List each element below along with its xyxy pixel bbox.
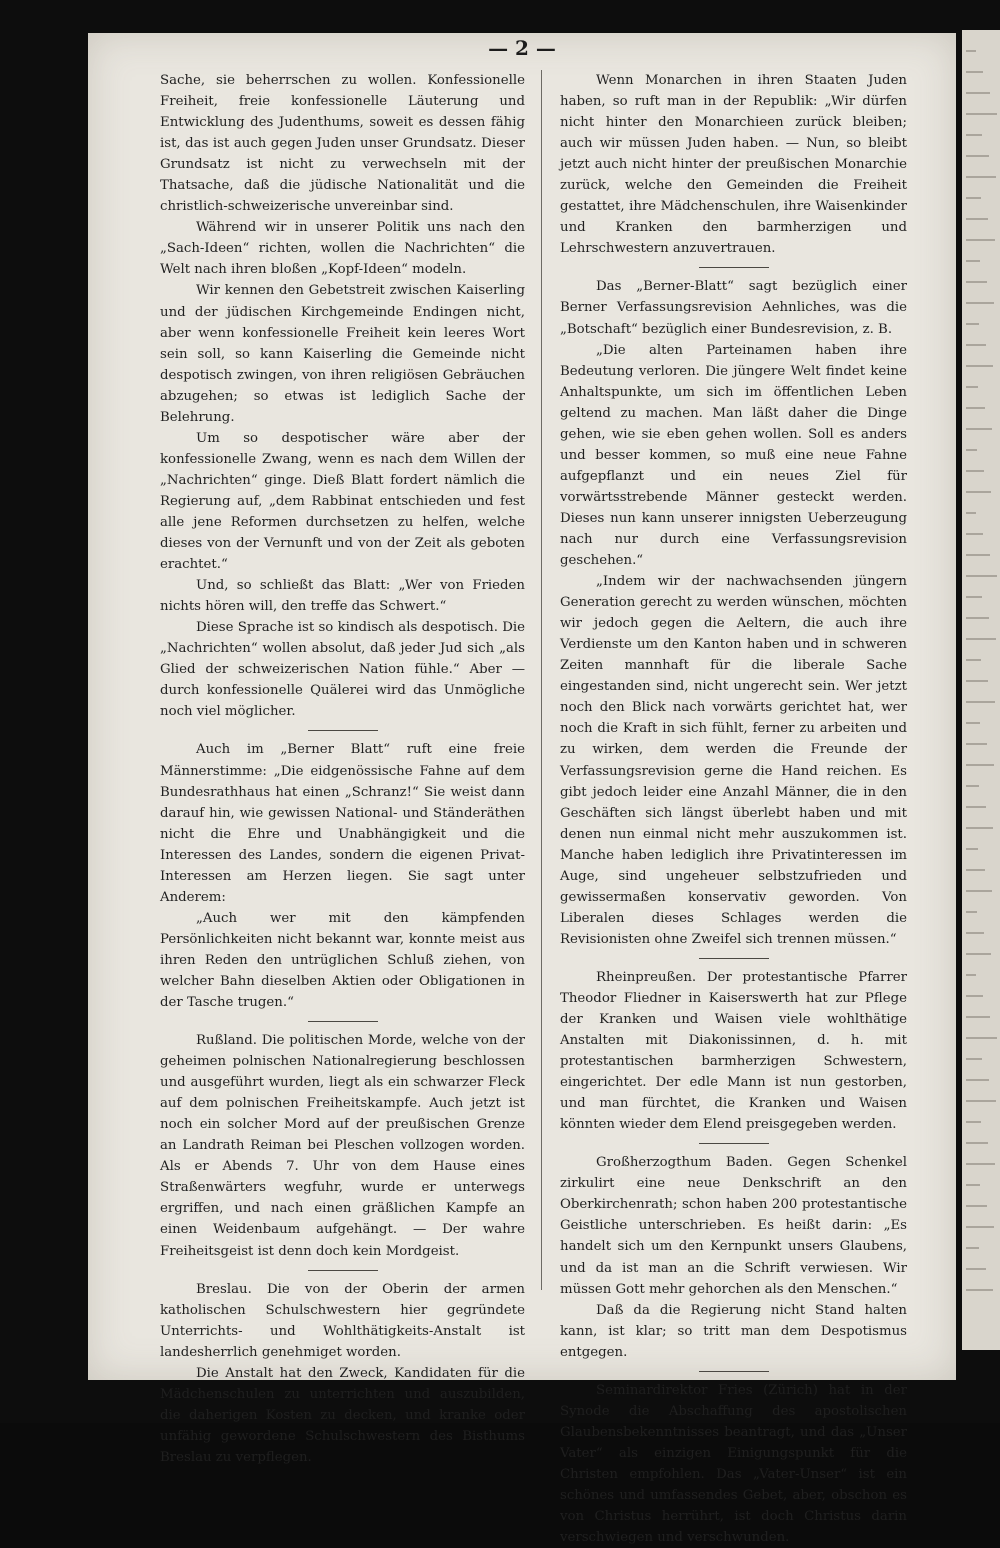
adjacent-text-line: [966, 239, 995, 241]
adjacent-text-line: [966, 134, 982, 136]
adjacent-text-line: [966, 491, 991, 493]
adjacent-text-line: [966, 1037, 997, 1039]
section-separator: [308, 730, 378, 731]
adjacent-text-line: [966, 1268, 986, 1270]
adjacent-text-line: [966, 554, 990, 556]
adjacent-text-line: [966, 1163, 995, 1165]
column-divider: [541, 70, 542, 1290]
adjacent-text-line: [966, 974, 976, 976]
adjacent-text-line: [966, 1058, 982, 1060]
adjacent-text-line: [966, 764, 994, 766]
adjacent-text-line: [966, 302, 994, 304]
adjacent-text-line: [966, 71, 983, 73]
adjacent-text-line: [966, 1184, 980, 1186]
adjacent-text-line: [966, 281, 987, 283]
page-number: — 2 —: [488, 36, 556, 60]
section-separator: [699, 958, 769, 959]
adjacent-text-line: [966, 1247, 979, 1249]
adjacent-text-line: [966, 596, 982, 598]
adjacent-text-line: [966, 533, 983, 535]
adjacent-text-line: [966, 1142, 988, 1144]
adjacent-text-line: [966, 50, 976, 52]
article-paragraph: Während wir in unserer Politik uns nach den „Sach-Ideen“ richten, wollen die Nachrichten“ die Welt nach ihren bloßen „Kopf-Ideen“ modeln.: [160, 220, 525, 278]
article-paragraph: Die Anstalt hat den Zweck, Kandidaten für die Mädchenschulen zu unterrichten und auszubilden, die daherigen Kosten zu decken, und kranke oder unfähig gewordene Schulschwestern des Bisthums Breslau zu verpflegen.: [160, 1365, 525, 1465]
article-paragraph: „Auch wer mit den kämpfenden Persönlichkeiten nicht bekannt war, konnte meist aus ihren Reden den untrüglichen Schluß ziehen, von welcher Bahn dieselben Aktien oder Obligationen in der Tasche trugen.“: [160, 910, 525, 1011]
article-paragraph: „Die alten Parteinamen haben ihre Bedeutung verloren. Die jüngere Welt findet keine Anhaltspunkte, um sich im öffentlichen Leben geltend zu machen. Man läßt daher die Dinge gehen, wie sie eben gehen wollen. Soll es anders und besser kommen, so muß eine neue Fahne aufgepflanzt und ein neues Ziel für vorwärtsstrebende Männer gesteckt werden. Dieses nun kann unserer innigsten Ueberzeugung nach nur durch eine Verfassungsrevision geschehen.“: [560, 342, 907, 569]
article-paragraph: Das „Berner-Blatt“ sagt bezüglich einer Berner Verfassungsrevision Aehnliches, was die „Botschaft“ bezüglich einer Bundesrevision, z. B.: [560, 279, 907, 337]
adjacent-text-line: [966, 1226, 994, 1228]
adjacent-text-line: [966, 890, 992, 892]
section-separator: [308, 1021, 378, 1022]
article-paragraph: Rußland. Die politischen Morde, welche von der geheimen polnischen Nationalregierung beschlossen und ausgeführt wurden, liegt als ein schwarzer Fleck auf dem polnischen Freiheitskampfe. Auch jetzt ist noch ein solcher Mord auf der preußischen Grenze an Landrath Reiman bei Pleschen vollzogen worden. Als er Abends 7. Uhr von dem Hause eines Straßenwärters wegfuhr, wurde er unterwegs ergriffen, und nach einen gräßlichen Kampfe an einen Weidenbaum aufgehängt. — Der wahre Freiheitsgeist ist denn doch kein Mordgeist.: [160, 1033, 525, 1259]
adjacent-text-line: [966, 659, 981, 661]
article-paragraph: „Indem wir der nachwachsenden jüngern Generation gerecht zu werden wünschen, möchten wir jedoch gegen die Aeltern, die auch ihre Verdienste um den Kanton haben und in schweren Zeiten mannhaft für die liberale Sache eingestanden sind, nicht ungerecht sein. Wer jetzt noch den Blick nach vorwärts gerichtet hat, wer noch die Kraft in sich fühlt, ferner zu arbeiten und zu wirken, dem werden die Freunde der Verfassungsrevision gerne die Hand reichen. Es gibt jedoch leider eine Anzahl Männer, die in den Geschäften sich längst überlebt haben und mit denen nun einmal nicht mehr auszukommen ist. Manche haben lediglich ihre Privatinteressen im Auge, sind ungeheuer selbstzufrieden und gewissermaßen konservativ geworden. Von Liberalen dieses Schlages werden die Revisionisten ohne Zweifel sich trennen müssen.“: [560, 574, 907, 947]
adjacent-text-line: [966, 92, 990, 94]
adjacent-text-line: [966, 701, 995, 703]
adjacent-text-line: [966, 176, 996, 178]
adjacent-text-line: [966, 911, 977, 913]
adjacent-text-line: [966, 386, 978, 388]
adjacent-text-line: [966, 113, 997, 115]
adjacent-text-line: [966, 575, 997, 577]
adjacent-text-line: [966, 743, 987, 745]
adjacent-text-line: [966, 1079, 989, 1081]
article-paragraph: Diese Sprache ist so kindisch als despotisch. Die „Nachrichten“ wollen absolut, daß jeder Jud sich „als Glied der schweizerischen Nation fühle.“ Aber — durch konfessionelle Quälerei wird das Unmögliche noch viel möglicher.: [160, 620, 525, 720]
adjacent-text-line: [966, 407, 985, 409]
adjacent-text-line: [966, 638, 996, 640]
section-separator: [699, 1143, 769, 1144]
adjacent-text-line: [966, 1205, 987, 1207]
article-paragraph: Seminardirektor Fries (Zürich) hat in der Synode die Abschaffung des apostolischen Glaubensbekenntnisses beantragt, und das „Unser Vater“ als einzigen Einigungspunkt für die Christen empfohlen. Das „Vater-Unser“ ist ein schönes und umfassendes Gebet, aber, obschon es von Christus herrührt, ist doch Christus darin verschwiegen und verschwunden.: [560, 1382, 907, 1546]
section-separator: [699, 1371, 769, 1372]
adjacent-text-line: [966, 932, 984, 934]
right-column: [560, 70, 907, 1548]
adjacent-text-line: [966, 869, 985, 871]
adjacent-text-line: [966, 722, 980, 724]
adjacent-text-line: [966, 827, 993, 829]
adjacent-text-line: [966, 365, 993, 367]
adjacent-text-line: [966, 806, 986, 808]
adjacent-text-line: [966, 344, 986, 346]
article-paragraph: Daß da die Regierung nicht Stand halten kann, ist klar; so tritt man dem Despotismus entgegen.: [560, 1302, 907, 1360]
adjacent-text-line: [966, 1121, 981, 1123]
article-paragraph: Und, so schließt das Blatt: „Wer von Frieden nichts hören will, den treffe das Schwert.“: [160, 578, 525, 615]
page-header: [88, 36, 956, 60]
adjacent-text-line: [966, 260, 980, 262]
adjacent-text-line: [966, 470, 984, 472]
article-paragraph: Breslau. Die von der Oberin der armen katholischen Schulschwestern hier gegründete Unterrichts- und Wohlthätigkeits-Anstalt ist landesherrlich genehmiget worden.: [160, 1281, 525, 1360]
adjacent-text-line: [966, 995, 983, 997]
adjacent-page-edge: [962, 30, 1000, 1350]
section-separator: [699, 267, 769, 268]
adjacent-page-text-lines: [962, 30, 1000, 1350]
adjacent-text-line: [966, 1289, 993, 1291]
article-paragraph: Großherzogthum Baden. Gegen Schenkel zirkulirt eine neue Denkschrift an den Oberkirchenrath; schon haben 200 protestantische Geistliche unterschrieben. Es heißt darin: „Es handelt sich um den Kernpunkt unsers Glaubens, und da ist man an die Schrift verwiesen. Wir müssen Gott mehr gehorchen als den Menschen.“: [560, 1155, 907, 1297]
adjacent-text-line: [966, 953, 991, 955]
article-paragraph: Auch im „Berner Blatt“ ruft eine freie Männerstimme: „Die eidgenössische Fahne auf dem Bundesrathhaus hat einen „Schranz!“ Sie weist dann darauf hin, wie gewissen National- und Ständeräthen nicht die Ehre und Unabhängigkeit und die Interessen des Landes, sondern die eigenen Privat-Interessen am Herzen liegen. Sie sagt unter Anderem:: [160, 742, 525, 905]
article-paragraph: Wir kennen den Gebetstreit zwischen Kaiserling und der jüdischen Kirchgemeinde Endingen nicht, aber wenn konfessionelle Freiheit kein leeres Wort sein soll, so kann Kaiserling die Gemeinde nicht despotisch zwingen, von ihren religiösen Gebräuchen abzugehen; so etwas ist lediglich Sache der Belehrung.: [160, 283, 525, 425]
section-separator: [308, 1270, 378, 1271]
article-paragraph: Sache, sie beherrschen zu wollen. Konfessionelle Freiheit, freie konfessionelle Läuterung und Entwicklung des Judenthums, soweit es dessen fähig ist, das ist auch gegen Juden unser Grundsatz. Dieser Grundsatz ist nicht zu verwechseln mit der Thatsache, daß die jüdische Nationalität und die christlich-schweizerische unvereinbar sind.: [160, 73, 525, 215]
adjacent-text-line: [966, 785, 979, 787]
article-paragraph: Rheinpreußen. Der protestantische Pfarrer Theodor Fliedner in Kaiserswerth hat zur Pflege der Kranken und Waisen viele wohlthätige Anstalten mit Diakonissinnen, d. h. mit protestantischen barmherzigen Schwestern, eingerichtet. Der edle Mann ist nun gestorben, und man fürchtet, die Kranken und Waisen könnten wieder dem Elend preisgegeben werden.: [560, 969, 907, 1133]
left-column: [160, 70, 525, 1468]
article-paragraph: Um so despotischer wäre aber der konfessionelle Zwang, wenn es nach dem Willen der „Nachrichten“ ginge. Dieß Blatt fordert nämlich die Regierung auf, „dem Rabbinat entschieden und fest alle jene Reformen durchsetzen zu helfen, welche dieses von der Vernunft und von der Zeit als geboten erachtet.“: [160, 430, 525, 573]
adjacent-text-line: [966, 617, 989, 619]
adjacent-text-line: [966, 218, 988, 220]
adjacent-text-line: [966, 512, 976, 514]
adjacent-text-line: [966, 323, 979, 325]
adjacent-text-line: [966, 155, 989, 157]
adjacent-text-line: [966, 1016, 990, 1018]
adjacent-text-line: [966, 680, 988, 682]
adjacent-text-line: [966, 1100, 996, 1102]
adjacent-text-line: [966, 449, 977, 451]
article-paragraph: Wenn Monarchen in ihren Staaten Juden haben, so ruft man in der Republik: „Wir dürfen nicht hinter den Monarchieen zurück bleiben; auch wir müssen Juden haben. — Nun, so bleibt jetzt auch nicht hinter der preußischen Monarchie zurück, welche den Gemeinden die Freiheit gestattet, ihre Mädchenschulen, ihre Waisenkinder und Kranken den barmherzigen und Lehrschwestern anzuvertrauen.: [560, 73, 907, 257]
adjacent-text-line: [966, 428, 992, 430]
adjacent-text-line: [966, 848, 978, 850]
adjacent-text-line: [966, 197, 981, 199]
